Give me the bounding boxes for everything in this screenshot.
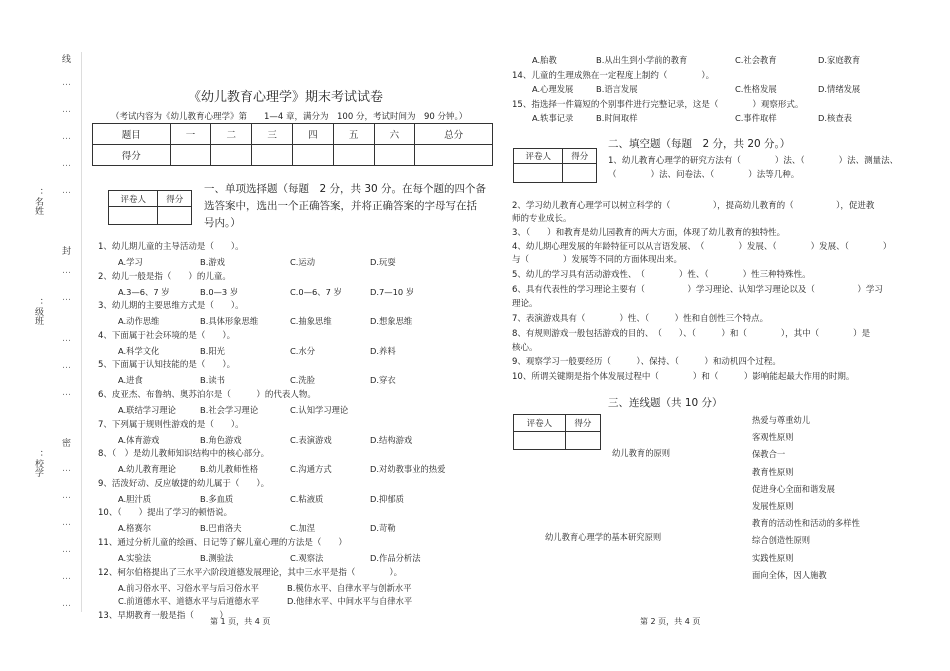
option-text: D.玩耍	[370, 257, 396, 267]
option-text: C.社会教育	[735, 55, 777, 65]
fill-line: 2、学习幼儿教育心理学可以树立科学的（ ），提高幼儿教育的（ ），促进教	[512, 201, 875, 211]
binding-margin	[0, 0, 82, 671]
section1-line: 选答案中，选出一个正确答案，并将正确答案的字母写在括	[204, 200, 477, 212]
match-right-item: 教育的活动性和活动的多样性	[752, 518, 860, 529]
fill-line: 9、观察学习一般要经历（ ）、保持、（ ）和动机四个过程。	[512, 357, 781, 367]
option-text: D.对幼教事业的热爱	[370, 464, 446, 475]
score-cell: 总分	[415, 124, 493, 145]
option-text: B.游戏	[200, 257, 225, 267]
fill-line: 与（ ）发展等不同的方面体现出来。	[512, 255, 683, 265]
option-text: C.0—6、7 岁	[290, 286, 342, 297]
page-footer-left: 第 1 页，共 4 页	[210, 617, 271, 626]
score-cell	[158, 207, 192, 225]
option-text: C.前道德水平、道德水平与后道德水平	[118, 596, 260, 607]
option-text: B.多血质	[200, 493, 234, 504]
option-text: D.想象思维	[370, 316, 413, 327]
option-text: B.社会学习理论	[200, 405, 259, 415]
fill-line: 1、幼儿教育心理学的研究方法有（ ）法、（ ）法、测量法、	[608, 156, 899, 166]
grader-box-1	[108, 190, 192, 225]
option-text: A.轶事记录	[532, 113, 574, 123]
option-text: A.胆汁质	[118, 493, 152, 504]
option-text: D.7—10 岁	[370, 286, 415, 297]
score-label: 得分	[563, 149, 597, 164]
score-cell: 二	[211, 124, 252, 145]
side-school-field: ：校学	[33, 450, 43, 477]
side-dots-4: … … … … … …	[62, 464, 72, 609]
match-right-item: 实践性原则	[752, 552, 794, 563]
margin-line	[81, 52, 82, 612]
question-text: 8、（ ）是幼儿教师知识结构中的核心部分。	[98, 449, 270, 460]
option-text: B.幼儿教师性格	[200, 464, 259, 475]
score-cell	[565, 432, 600, 450]
score-cell	[292, 145, 333, 166]
fill-line: 3、（ ）和教育是幼儿园教育的两大方面，体现了幼儿教育的独特性。	[512, 228, 786, 238]
score-cell	[563, 164, 597, 183]
option-text: B.阳光	[200, 345, 225, 356]
question-text: 4、下面属于社会环境的是（ ）。	[98, 330, 236, 341]
option-text: C.水分	[290, 345, 316, 356]
side-name-field: ：名姓	[33, 188, 43, 215]
side-dots-3: … … …	[62, 334, 72, 398]
score-cell: 一	[170, 124, 211, 145]
score-cell: 四	[292, 124, 333, 145]
option-text: D.苛勒	[370, 523, 396, 534]
question-text: 2、幼儿一般是指（ ）的儿童。	[98, 271, 231, 282]
fill-line: 理论。	[512, 299, 538, 309]
option-text: C.性格发展	[735, 84, 777, 94]
score-cell	[374, 145, 415, 166]
match-right-item: 热爱与尊重幼儿	[752, 415, 811, 425]
option-text: A.实验法	[118, 553, 152, 563]
section1-heading	[204, 181, 486, 232]
option-text: C.抽象思维	[290, 316, 332, 327]
option-text: C.观察法	[290, 553, 324, 563]
score-label: 得分	[565, 415, 600, 432]
option-text: B.测验法	[200, 553, 234, 563]
score-cell	[211, 145, 252, 166]
score-cell	[415, 145, 493, 166]
section1-line: 一、单项选择题（每题 2 分，共 30 分。在每个题的四个备	[204, 183, 487, 195]
option-text: D.作品分析法	[370, 553, 421, 563]
option-text: B.角色游戏	[200, 434, 242, 445]
grader-cell	[514, 432, 566, 450]
option-text: B.从出生到小学前的教育	[596, 55, 688, 65]
option-text: A.心理发展	[532, 84, 574, 94]
option-text: B.读书	[200, 375, 225, 386]
grader-box-2	[513, 148, 597, 183]
fill-line: 核心。	[512, 343, 538, 353]
grader-label: 评卷人	[514, 415, 566, 432]
exam-title: 《幼儿教育心理学》期末考试试卷	[188, 90, 384, 105]
option-text: A.格赛尔	[118, 523, 152, 534]
fill-line: （ ）法、问卷法、（ ）法等几种。	[608, 170, 800, 180]
score-cell: 六	[374, 124, 415, 145]
grader-cell	[109, 207, 158, 225]
score-cell	[333, 145, 374, 166]
side-dots: … … … … …	[62, 78, 72, 196]
question-text: 3、幼儿期的主要思维方式是（ ）。	[98, 301, 244, 312]
question-text: 5、下面属于认知技能的是（ ）。	[98, 360, 236, 371]
option-text: B.0—3 岁	[200, 286, 239, 297]
question-text: 11、通过分析儿童的绘画、日记等了解儿童心理的方法是（ ）	[98, 538, 347, 548]
fill-line: 8、有规则游戏一般包括游戏的目的、 （ ）、（ ）和（ ），其中（ ）是	[512, 329, 871, 339]
option-text: A.动作思维	[118, 316, 160, 327]
option-text: A.体育游戏	[118, 434, 160, 445]
match-right-item: 综合创造性原则	[752, 535, 811, 546]
section1-line: 号内。）	[204, 217, 241, 229]
option-text: D.抑郁质	[370, 493, 404, 504]
side-mi: 密	[62, 439, 72, 449]
score-label: 得分	[158, 191, 192, 207]
side-xian: 线	[62, 55, 72, 65]
question-text: 9、活泼好动、反应敏捷的幼儿属于（ ）。	[98, 478, 270, 489]
question-text: 10、（ ）提出了学习的顿悟说。	[98, 508, 233, 519]
side-dots-2: … …	[62, 266, 72, 303]
option-text: C.洗脸	[290, 375, 316, 386]
grader-box-3	[513, 414, 601, 450]
side-feng: 封	[62, 247, 72, 257]
question-text: 14、儿童的生理成熟在一定程度上制约（ ）。	[512, 70, 715, 81]
option-text: A.胎教	[532, 55, 557, 65]
option-text: C.认知学习理论	[290, 405, 349, 415]
match-right-item: 面向全体，因人施教	[752, 569, 827, 580]
grader-label: 评卷人	[514, 149, 563, 164]
match-right-item: 发展性原则	[752, 501, 794, 511]
question-text: 6、皮亚杰、布鲁纳、奥苏泊尔是（ ）的代表人物。	[98, 390, 316, 400]
option-text: B.模仿水平、自律水平与创新水平	[287, 582, 412, 593]
question-text: 7、下列属于规则性游戏的是（ ）。	[98, 419, 244, 430]
option-text: A.幼儿教育理论	[118, 464, 176, 475]
option-text: A.进食	[118, 375, 143, 386]
section3-heading: 三、连线题（共 10 分）	[608, 397, 723, 409]
question-text: 1、幼儿期儿童的主导活动是（ ）。	[98, 242, 244, 252]
option-text: D.他律水平、中间水平与自律水平	[287, 596, 413, 607]
option-text: C.表演游戏	[290, 434, 332, 445]
option-text: C.运动	[290, 257, 316, 267]
fill-line: 10、所谓关键期是指个体发展过程中（ ）和（ ）影响能起最大作用的时期。	[512, 372, 855, 382]
match-left-item: 幼儿教育的原则	[612, 448, 671, 458]
fill-line: 7、表演游戏具有（ ）性、（ ）性和自创性三个特点。	[512, 314, 769, 324]
score-cell: 五	[333, 124, 374, 145]
option-text: A.学习	[118, 257, 143, 267]
option-text: C.事件取样	[735, 113, 777, 123]
option-text: B.巴甫洛夫	[200, 523, 242, 534]
option-text: D.核查表	[818, 113, 852, 123]
page-footer-right: 第 2 页，共 4 页	[640, 617, 701, 626]
option-text: C.粘液质	[290, 493, 324, 504]
match-right-item: 保教合一	[752, 449, 786, 460]
option-text: A.前习俗水平、习俗水平与后习俗水平	[118, 582, 259, 593]
fill-line: 5、幼儿的学习具有活动游戏性、 （ ）性、（ ）性三种特殊性。	[512, 270, 811, 280]
option-text: A.联结学习理论	[118, 405, 176, 415]
fill-line: 4、幼儿期心理发展的年龄特征可以从言语发展、 （ ）发展、（ ）发展、（ ）	[512, 242, 892, 252]
option-text: D.养料	[370, 345, 396, 356]
match-right-item: 教育性原则	[752, 466, 794, 477]
option-text: D.家庭教育	[818, 55, 861, 65]
fill-line: 师的专业成长。	[512, 214, 572, 224]
question-text: 12、柯尔伯格提出了三水平六阶段道德发展理论，其中三水平是指（ ）。	[98, 567, 403, 578]
match-right-item: 客观性原则	[752, 432, 794, 443]
option-text: A.科学文化	[118, 345, 160, 356]
score-cell	[170, 145, 211, 166]
option-text: D.穿衣	[370, 375, 396, 386]
grader-label: 评卷人	[109, 191, 158, 207]
score-cell: 三	[252, 124, 293, 145]
option-text: B.语言发展	[596, 84, 638, 94]
exam-subtitle: （考试内容为《幼儿教育心理学》第 1—4 章，满分为 100 分，考试时间为 90 分钟。）	[111, 112, 468, 122]
score-cell: 得分	[93, 145, 171, 166]
score-table	[92, 123, 493, 166]
score-cell	[252, 145, 293, 166]
option-text: C.加涅	[290, 523, 316, 534]
match-right-item: 促进身心全面和谐发展	[752, 483, 835, 494]
section2-heading: 二、填空题（每题 2 分，共 20 分。）	[608, 138, 791, 150]
option-text: D.情绪发展	[818, 84, 861, 94]
fill-line: 6、具有代表性的学习理论主要有（ ）学习理论、认知学习理论以及（ ）学习	[512, 285, 883, 295]
match-left-item: 幼儿教育心理学的基本研究原则	[545, 532, 662, 542]
option-text: D.结构游戏	[370, 434, 413, 445]
side-class-field: ：级班	[33, 298, 43, 325]
option-text: B.具体形象思维	[200, 316, 259, 327]
question-text: 15、指选择一件篇短的个别事件进行完整记录，这是（ ）观察形式。	[512, 99, 804, 110]
option-text: C.沟通方式	[290, 464, 332, 475]
option-text: B.时间取样	[596, 113, 638, 123]
option-text: A.3—6、7 岁	[118, 286, 170, 297]
score-cell: 题目	[93, 124, 171, 145]
question-text: 13、早期教育一般是指（ ）	[98, 610, 228, 621]
grader-cell	[514, 164, 563, 183]
